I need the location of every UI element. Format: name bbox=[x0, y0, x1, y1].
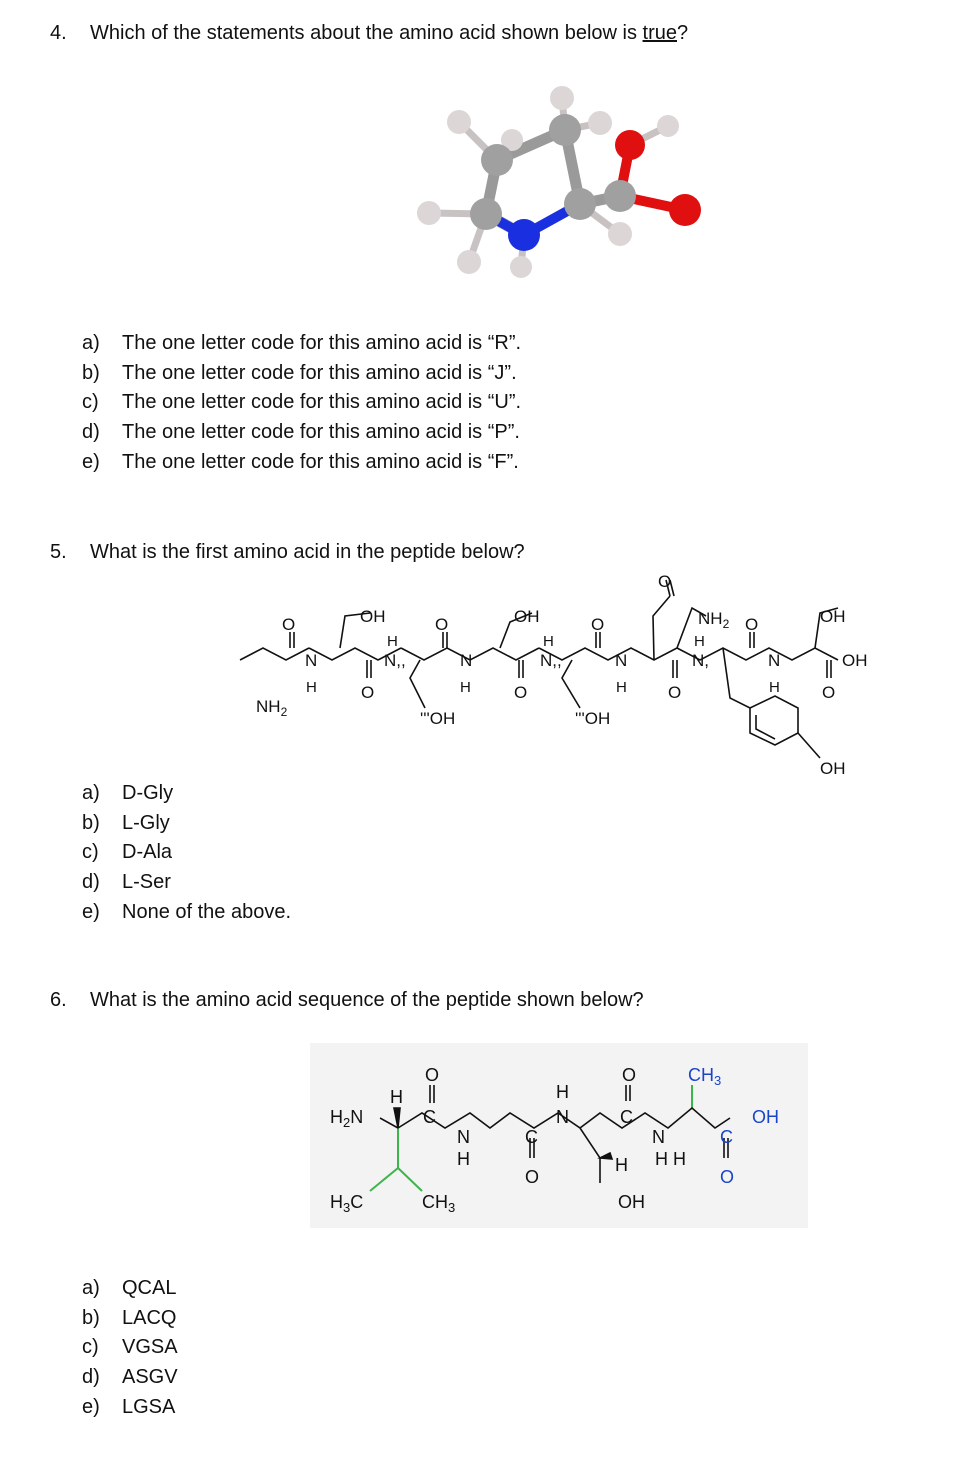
option-letter: d) bbox=[82, 871, 100, 894]
svg-text:'''OH: '''OH bbox=[420, 709, 456, 728]
svg-text:NH2: $NH_2$ bbox=[256, 697, 288, 719]
option-a[interactable] bbox=[82, 779, 291, 809]
option-e[interactable] bbox=[82, 448, 521, 478]
option-letter: d) bbox=[82, 1366, 100, 1389]
svg-text:O: O bbox=[668, 683, 682, 702]
svg-text:C: C bbox=[620, 1107, 633, 1127]
peptide-colored-structure bbox=[310, 1043, 808, 1228]
svg-text:O: O bbox=[822, 683, 836, 702]
svg-text:NH2: $NH_2$ bbox=[698, 609, 730, 631]
option-letter: a) bbox=[82, 332, 100, 354]
option-letter: b) bbox=[82, 1306, 100, 1329]
question-5-options bbox=[82, 779, 291, 928]
option-b[interactable] bbox=[82, 809, 291, 839]
svg-text:OH: OH bbox=[842, 651, 868, 670]
svg-text:N: N bbox=[768, 651, 781, 670]
svg-text:N,,: N,, bbox=[384, 651, 406, 670]
svg-text:H: H bbox=[457, 1149, 470, 1169]
option-text: The one letter code for this amino acid is “J”. bbox=[122, 361, 517, 384]
option-text: The one letter code for this amino acid is “F”. bbox=[122, 450, 519, 473]
svg-text:O: O bbox=[361, 683, 375, 702]
option-letter: e) bbox=[82, 1395, 100, 1418]
svg-text:O: O bbox=[435, 615, 449, 634]
question-punct: ? bbox=[677, 22, 689, 44]
option-text: LACQ bbox=[122, 1306, 177, 1329]
svg-text:N: N bbox=[460, 651, 473, 670]
question-5-prompt bbox=[50, 541, 525, 564]
svg-text:N,: N, bbox=[692, 651, 709, 670]
option-a[interactable] bbox=[82, 1274, 178, 1304]
svg-text:N: N bbox=[652, 1127, 665, 1147]
question-text: What is the first amino acid in the peptide below? bbox=[90, 541, 525, 563]
svg-text:H: H bbox=[615, 1155, 628, 1175]
svg-text:H2N: $H_2N$ bbox=[330, 1107, 364, 1130]
option-text: VGSA bbox=[122, 1336, 178, 1359]
svg-text:O: O bbox=[525, 1167, 540, 1187]
svg-text:N: N bbox=[556, 1107, 569, 1127]
svg-text:C: C bbox=[525, 1127, 538, 1147]
svg-text:O: O bbox=[745, 615, 759, 634]
svg-text:OH: OH bbox=[618, 1192, 645, 1212]
option-text: None of the above. bbox=[122, 900, 292, 923]
svg-text:O: O bbox=[514, 683, 528, 702]
option-text: D-Gly bbox=[122, 782, 174, 804]
option-d[interactable] bbox=[82, 868, 291, 898]
svg-text:OH: OH bbox=[820, 759, 846, 778]
option-letter: b) bbox=[82, 811, 100, 834]
question-text: What is the amino acid sequence of the peptide shown below? bbox=[90, 989, 644, 1011]
option-letter: c) bbox=[82, 391, 99, 414]
svg-text:H: H bbox=[390, 1087, 403, 1107]
option-letter: a) bbox=[82, 782, 100, 804]
svg-text:H: H bbox=[306, 679, 317, 696]
svg-text:H3C: $H_3C$ bbox=[330, 1192, 364, 1215]
svg-text:O: O bbox=[658, 572, 672, 591]
option-text: The one letter code for this amino acid is “R”. bbox=[122, 332, 522, 354]
option-letter: e) bbox=[82, 450, 100, 473]
option-text: The one letter code for this amino acid is “P”. bbox=[122, 421, 520, 444]
svg-text:OH: OH bbox=[514, 607, 540, 626]
option-text: ASGV bbox=[122, 1366, 178, 1389]
question-6-prompt bbox=[50, 989, 644, 1012]
svg-text:O: O bbox=[425, 1065, 440, 1085]
option-c[interactable] bbox=[82, 1333, 178, 1363]
question-number: 5. bbox=[50, 541, 67, 563]
svg-text:H H: H H bbox=[655, 1149, 686, 1169]
question-number: 6. bbox=[50, 989, 67, 1011]
svg-text:C: C bbox=[720, 1127, 733, 1147]
svg-text:H: H bbox=[543, 633, 554, 650]
question-6-options bbox=[82, 1274, 178, 1423]
option-e[interactable] bbox=[82, 1393, 178, 1423]
svg-text:H: H bbox=[556, 1082, 569, 1102]
question-4-prompt bbox=[50, 22, 688, 45]
svg-text:OH: OH bbox=[820, 607, 846, 626]
option-letter: a) bbox=[82, 1277, 100, 1299]
svg-text:CH3: $CH_3$ bbox=[422, 1192, 456, 1215]
emphasis-word: true bbox=[642, 22, 677, 44]
proline-3d-model bbox=[400, 80, 720, 290]
svg-text:O: O bbox=[591, 615, 605, 634]
peptide-skeletal-structure bbox=[230, 568, 890, 780]
svg-text:O: O bbox=[622, 1065, 637, 1085]
option-b[interactable] bbox=[82, 359, 521, 389]
option-letter: b) bbox=[82, 361, 100, 384]
option-e[interactable] bbox=[82, 898, 291, 928]
option-d[interactable] bbox=[82, 1363, 178, 1393]
option-text: L-Ser bbox=[122, 871, 171, 894]
svg-text:N,,: N,, bbox=[540, 651, 562, 670]
svg-text:C: C bbox=[423, 1107, 436, 1127]
question-4-options bbox=[82, 329, 521, 478]
question-text: Which of the statements about the amino acid shown below is bbox=[90, 22, 643, 44]
svg-text:H: H bbox=[460, 679, 471, 696]
option-text: QCAL bbox=[122, 1277, 177, 1299]
option-d[interactable] bbox=[82, 418, 521, 448]
option-letter: c) bbox=[82, 841, 99, 864]
svg-text:N: N bbox=[305, 651, 318, 670]
option-text: The one letter code for this amino acid is “U”. bbox=[122, 391, 522, 414]
svg-text:O: O bbox=[720, 1167, 735, 1187]
option-text: L-Gly bbox=[122, 811, 170, 834]
option-text: D-Ala bbox=[122, 841, 173, 864]
svg-text:H: H bbox=[769, 679, 780, 696]
svg-text:OH: OH bbox=[752, 1107, 779, 1127]
svg-text:'''OH: '''OH bbox=[575, 709, 611, 728]
option-a[interactable] bbox=[82, 329, 521, 359]
svg-text:N: N bbox=[615, 651, 628, 670]
svg-text:N: N bbox=[457, 1127, 470, 1147]
question-number: 4. bbox=[50, 22, 67, 44]
svg-text:CH3: $CH_3$ bbox=[688, 1065, 722, 1088]
option-letter: e) bbox=[82, 900, 100, 923]
svg-text:H: H bbox=[387, 633, 398, 650]
option-text: LGSA bbox=[122, 1395, 176, 1418]
option-c[interactable] bbox=[82, 838, 291, 868]
option-letter: c) bbox=[82, 1336, 99, 1359]
svg-text:H: H bbox=[694, 633, 705, 650]
option-letter: d) bbox=[82, 421, 100, 444]
svg-text:OH: OH bbox=[360, 607, 386, 626]
svg-text:O: O bbox=[282, 615, 296, 634]
svg-text:H: H bbox=[616, 679, 627, 696]
option-c[interactable] bbox=[82, 388, 521, 418]
option-b[interactable] bbox=[82, 1304, 178, 1334]
